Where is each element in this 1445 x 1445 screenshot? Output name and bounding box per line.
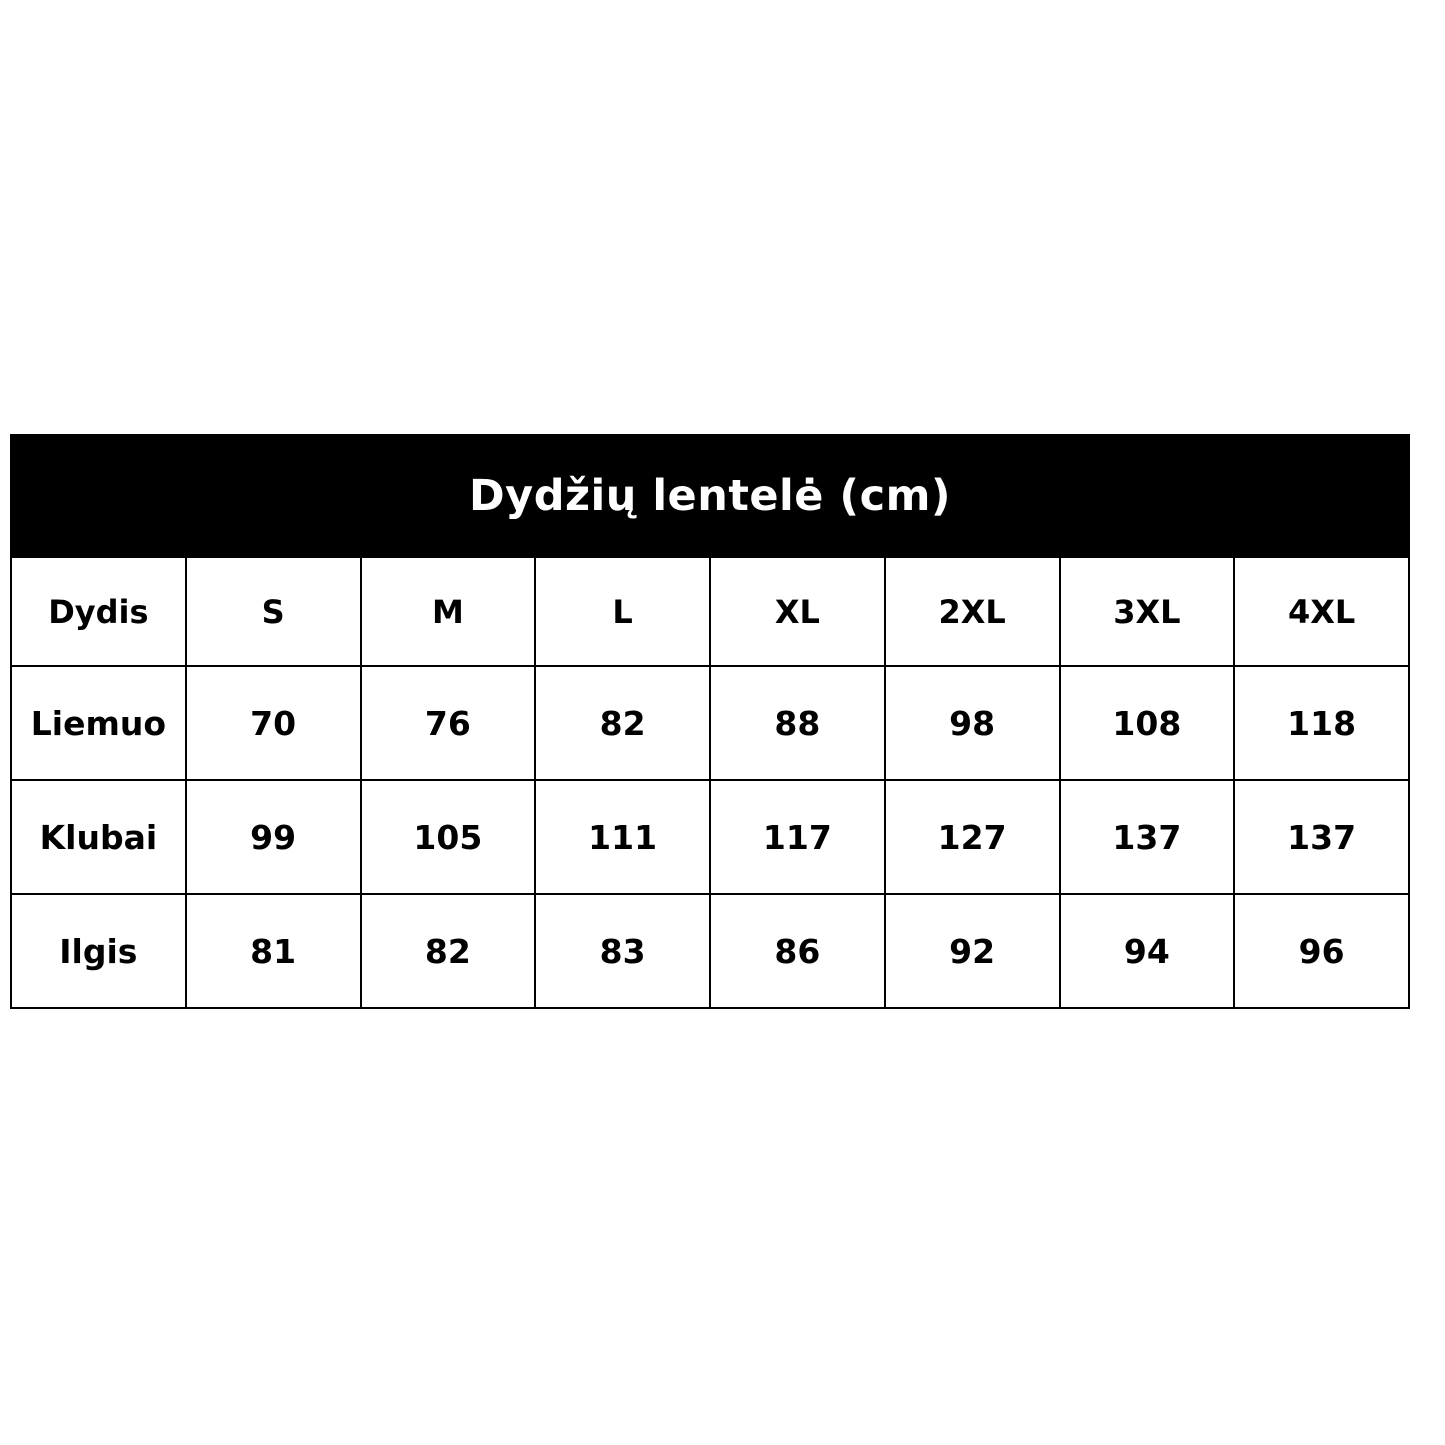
title-row: [11, 435, 1409, 557]
cell-ilgis-2xl: 92: [885, 894, 1060, 1008]
size-chart-container: [10, 434, 1410, 1009]
header-size-2xl: 2XL: [885, 557, 1060, 666]
cell-ilgis-xl: 86: [710, 894, 885, 1008]
cell-liemuo-2xl: 98: [885, 666, 1060, 780]
row-label-liemuo: Liemuo: [11, 666, 186, 780]
size-table: [10, 434, 1410, 1009]
cell-ilgis-4xl: 96: [1234, 894, 1409, 1008]
header-size-xl: XL: [710, 557, 885, 666]
table-row: [11, 894, 1409, 1008]
cell-liemuo-4xl: 118: [1234, 666, 1409, 780]
header-size-s: S: [186, 557, 361, 666]
cell-ilgis-3xl: 94: [1060, 894, 1235, 1008]
cell-liemuo-3xl: 108: [1060, 666, 1235, 780]
row-label-klubai: Klubai: [11, 780, 186, 894]
cell-klubai-4xl: 137: [1234, 780, 1409, 894]
header-label-dydis: Dydis: [11, 557, 186, 666]
table-row: [11, 780, 1409, 894]
cell-klubai-l: 111: [535, 780, 710, 894]
row-label-ilgis: Ilgis: [11, 894, 186, 1008]
cell-liemuo-xl: 88: [710, 666, 885, 780]
header-row: [11, 557, 1409, 666]
cell-liemuo-m: 76: [361, 666, 536, 780]
header-size-m: M: [361, 557, 536, 666]
cell-klubai-2xl: 127: [885, 780, 1060, 894]
cell-ilgis-m: 82: [361, 894, 536, 1008]
cell-klubai-3xl: 137: [1060, 780, 1235, 894]
header-size-l: L: [535, 557, 710, 666]
cell-klubai-s: 99: [186, 780, 361, 894]
header-size-3xl: 3XL: [1060, 557, 1235, 666]
header-size-4xl: 4XL: [1234, 557, 1409, 666]
cell-klubai-xl: 117: [710, 780, 885, 894]
cell-ilgis-s: 81: [186, 894, 361, 1008]
cell-klubai-m: 105: [361, 780, 536, 894]
table-title: Dydžių lentelė (cm): [11, 435, 1409, 557]
cell-liemuo-s: 70: [186, 666, 361, 780]
cell-ilgis-l: 83: [535, 894, 710, 1008]
cell-liemuo-l: 82: [535, 666, 710, 780]
table-row: [11, 666, 1409, 780]
